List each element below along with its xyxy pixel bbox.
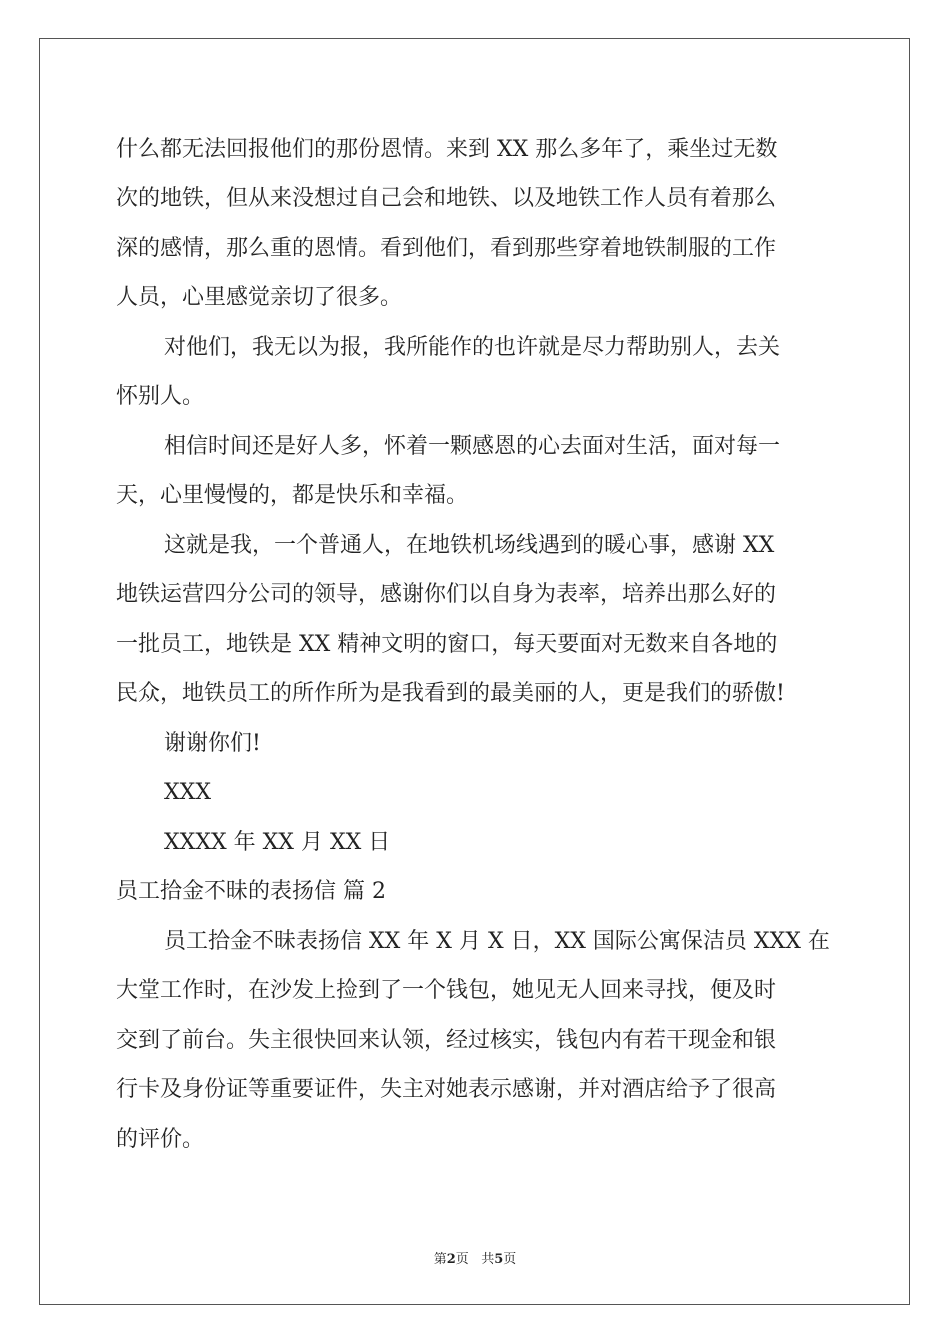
- body-line-8: 天，心里慢慢的，都是快乐和幸福。: [116, 483, 469, 508]
- section-heading: 员工拾金不昧的表扬信 篇 2: [116, 879, 386, 904]
- body-line-5: 对他们，我无以为报，我所能作的也许就是尽力帮助别人，去关: [164, 335, 781, 360]
- body-line-2: 次的地铁，但从来没想过自己会和地铁、以及地铁工作人员有着那么: [116, 186, 777, 211]
- total-prefix: 共: [481, 1252, 495, 1267]
- body-line-11: 一批员工，地铁是 XX 精神文明的窗口，每天要面对无数来自各地的: [116, 632, 778, 657]
- total-pages: 5: [494, 1252, 504, 1267]
- page-footer: [0, 1248, 950, 1267]
- page-prefix: 第: [433, 1252, 447, 1267]
- page-border: [39, 38, 910, 1305]
- body-line-7: 相信时间还是好人多，怀着一颗感恩的心去面对生活，面对每一: [164, 434, 781, 459]
- page-number: 2: [446, 1252, 456, 1267]
- body-line-12: 民众，地铁员工的所作所为是我看到的最美丽的人，更是我们的骄傲!: [116, 681, 785, 706]
- body-line-6: 怀别人。: [116, 384, 205, 409]
- body-line-3: 深的感情，那么重的恩情。看到他们，看到那些穿着地铁制服的工作: [116, 236, 777, 261]
- page-suffix: 页: [455, 1252, 469, 1267]
- body-line-4: 人员，心里感觉亲切了很多。: [116, 285, 403, 310]
- date-line: XXXX 年 XX 月 XX 日: [164, 830, 391, 855]
- signature: XXX: [164, 780, 211, 805]
- body-line-20: 行卡及身份证等重要证件，失主对她表示感谢，并对酒店给予了很高: [116, 1077, 777, 1102]
- body-line-21: 的评价。: [116, 1127, 205, 1152]
- body-line-19: 交到了前台。失主很快回来认领，经过核实，钱包内有若干现金和银: [116, 1028, 777, 1053]
- body-line-10: 地铁运营四分公司的领导，感谢你们以自身为表率，培养出那么好的: [116, 582, 777, 607]
- closing-thanks: 谢谢你们!: [164, 731, 261, 756]
- body-line-17: 员工拾金不昧表扬信 XX 年 X 月 X 日，XX 国际公寓保洁员 XXX 在: [164, 929, 830, 954]
- body-line-9: 这就是我，一个普通人，在地铁机场线遇到的暖心事，感谢 XX: [164, 533, 775, 558]
- body-line-18: 大堂工作时，在沙发上捡到了一个钱包，她见无人回来寻找，便及时: [116, 978, 777, 1003]
- total-suffix: 页: [503, 1252, 517, 1267]
- body-line-1: 什么都无法回报他们的那份恩情。来到 XX 那么多年了，乘坐过无数: [116, 137, 778, 162]
